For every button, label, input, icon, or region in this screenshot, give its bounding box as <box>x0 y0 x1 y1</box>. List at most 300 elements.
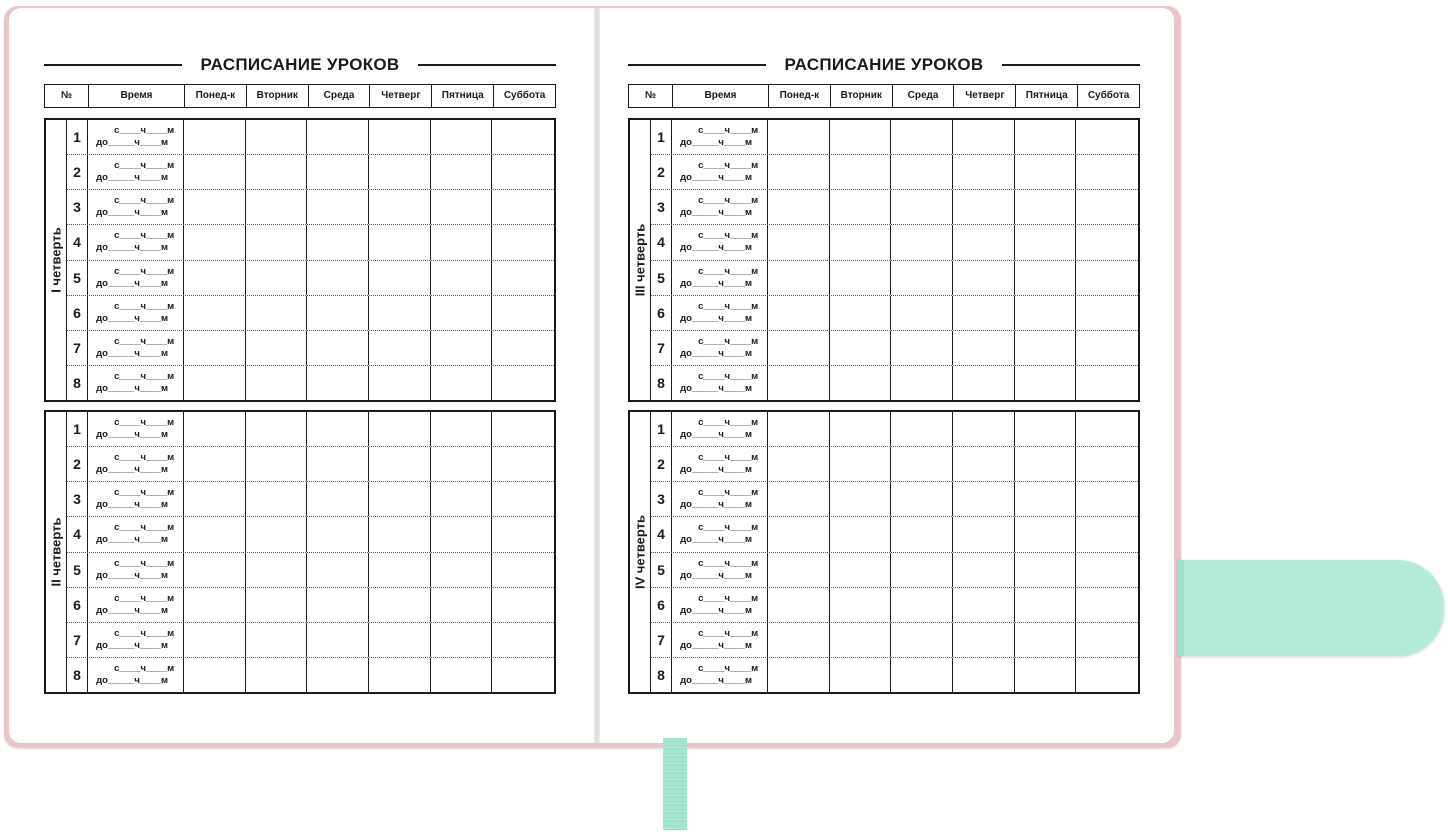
subject-cell[interactable] <box>246 331 308 365</box>
subject-cell[interactable] <box>307 623 369 657</box>
subject-cell[interactable] <box>492 331 554 365</box>
subject-cell[interactable] <box>184 482 246 516</box>
subject-cell[interactable] <box>307 482 369 516</box>
subject-cell[interactable] <box>830 658 892 692</box>
subject-cell[interactable] <box>431 155 493 189</box>
subject-cell[interactable] <box>431 447 493 481</box>
subject-cell[interactable] <box>830 517 892 551</box>
header-day: Четверг <box>370 85 432 108</box>
quarter-label: III четверть <box>632 223 648 297</box>
lesson-number: 1 <box>67 120 88 154</box>
lesson-number: 3 <box>651 190 672 224</box>
schedule-title-row <box>44 55 556 75</box>
subject-cell[interactable] <box>768 261 830 295</box>
time-to: до_____ч____м <box>96 499 168 511</box>
lesson-number: 5 <box>651 261 672 295</box>
subject-cell[interactable] <box>246 588 308 622</box>
subject-cell[interactable] <box>891 331 953 365</box>
lesson-time-field[interactable] <box>88 588 184 622</box>
lesson-time-field[interactable] <box>672 225 768 259</box>
lesson-grid <box>651 412 1138 692</box>
time-from: с____ч____м <box>698 662 759 674</box>
header-day: Вторник <box>246 85 308 108</box>
subject-cell[interactable] <box>492 588 554 622</box>
column-header-table <box>44 84 556 108</box>
subject-cell[interactable] <box>768 482 830 516</box>
lesson-number: 7 <box>651 331 672 365</box>
subject-cell[interactable] <box>891 588 953 622</box>
subject-cell[interactable] <box>307 261 369 295</box>
subject-cell[interactable] <box>953 190 1015 224</box>
lesson-number: 5 <box>651 553 672 587</box>
lesson-number: 7 <box>67 623 88 657</box>
subject-cell[interactable] <box>369 120 431 154</box>
subject-cell[interactable] <box>1015 658 1077 692</box>
time-from: с____ч____м <box>698 160 759 172</box>
time-to: до_____ч____м <box>680 499 752 511</box>
subject-cell[interactable] <box>1076 225 1138 259</box>
subject-cell[interactable] <box>1076 366 1138 400</box>
subject-cell[interactable] <box>891 658 953 692</box>
lesson-row <box>651 447 1138 482</box>
subject-cell[interactable] <box>369 623 431 657</box>
lesson-row <box>651 553 1138 588</box>
subject-cell[interactable] <box>184 261 246 295</box>
lesson-time-field[interactable] <box>88 190 184 224</box>
subject-cell[interactable] <box>768 412 830 446</box>
subject-cell[interactable] <box>369 588 431 622</box>
subject-cell[interactable] <box>768 225 830 259</box>
subject-cell[interactable] <box>184 331 246 365</box>
subject-cell[interactable] <box>431 588 493 622</box>
lesson-time-field[interactable] <box>672 412 768 446</box>
quarter-block <box>628 118 1140 402</box>
header-number: № <box>60 90 73 101</box>
subject-cell[interactable] <box>1015 296 1077 330</box>
time-to: до_____ч____м <box>680 639 752 651</box>
subject-cell[interactable] <box>307 658 369 692</box>
subject-cell[interactable] <box>1076 190 1138 224</box>
lesson-time-field[interactable] <box>672 261 768 295</box>
subject-cell[interactable] <box>830 482 892 516</box>
subject-cell[interactable] <box>768 120 830 154</box>
subject-cell[interactable] <box>830 553 892 587</box>
subject-cell[interactable] <box>953 261 1015 295</box>
time-from: с____ч____м <box>698 592 759 604</box>
subject-cell[interactable] <box>768 447 830 481</box>
time-from: с____ч____м <box>114 417 175 429</box>
subject-cell[interactable] <box>1076 412 1138 446</box>
subject-cell[interactable] <box>953 155 1015 189</box>
subject-cell[interactable] <box>184 588 246 622</box>
lesson-time-field[interactable] <box>672 623 768 657</box>
subject-cell[interactable] <box>431 225 493 259</box>
subject-cell[interactable] <box>768 296 830 330</box>
right-schedule <box>628 55 1140 694</box>
subject-cell[interactable] <box>369 190 431 224</box>
subject-cell[interactable] <box>891 155 953 189</box>
subject-cell[interactable] <box>184 412 246 446</box>
subject-cell[interactable] <box>492 517 554 551</box>
subject-cell[interactable] <box>953 447 1015 481</box>
lesson-time-field[interactable] <box>672 296 768 330</box>
subject-cell[interactable] <box>830 120 892 154</box>
subject-cell[interactable] <box>246 553 308 587</box>
subject-cell[interactable] <box>1076 120 1138 154</box>
time-to: до_____ч____м <box>96 534 168 546</box>
subject-cell[interactable] <box>768 658 830 692</box>
subject-cell[interactable] <box>1076 553 1138 587</box>
lesson-time-field[interactable] <box>672 588 768 622</box>
lesson-time-field[interactable] <box>88 517 184 551</box>
lesson-row <box>651 366 1138 400</box>
subject-cell[interactable] <box>768 623 830 657</box>
time-from: с____ч____м <box>114 662 175 674</box>
subject-cell[interactable] <box>431 658 493 692</box>
lesson-time-field[interactable] <box>88 331 184 365</box>
lesson-time-field[interactable] <box>88 447 184 481</box>
subject-cell[interactable] <box>492 553 554 587</box>
subject-cell[interactable] <box>431 331 493 365</box>
subject-cell[interactable] <box>1015 482 1077 516</box>
lesson-row <box>67 331 554 366</box>
subject-cell[interactable] <box>953 120 1015 154</box>
lesson-number: 4 <box>651 517 672 551</box>
subject-cell[interactable] <box>369 155 431 189</box>
subject-cell[interactable] <box>369 296 431 330</box>
subject-cell[interactable] <box>830 225 892 259</box>
subject-cell[interactable] <box>891 553 953 587</box>
subject-cell[interactable] <box>1076 658 1138 692</box>
subject-cell[interactable] <box>307 331 369 365</box>
subject-cell[interactable] <box>184 366 246 400</box>
subject-cell[interactable] <box>431 623 493 657</box>
lesson-time-field[interactable] <box>672 155 768 189</box>
subject-cell[interactable] <box>1076 447 1138 481</box>
time-to: до_____ч____м <box>680 674 752 686</box>
subject-cell[interactable] <box>184 225 246 259</box>
subject-cell[interactable] <box>1076 517 1138 551</box>
lesson-number: 8 <box>651 366 672 400</box>
subject-cell[interactable] <box>369 447 431 481</box>
time-from: с____ч____м <box>114 125 175 137</box>
subject-cell[interactable] <box>246 412 308 446</box>
time-to: до_____ч____м <box>680 534 752 546</box>
time-to: до_____ч____м <box>96 569 168 581</box>
lesson-time-field[interactable] <box>88 155 184 189</box>
subject-cell[interactable] <box>1015 366 1077 400</box>
lesson-row <box>67 588 554 623</box>
subject-cell[interactable] <box>492 155 554 189</box>
subject-cell[interactable] <box>1076 296 1138 330</box>
subject-cell[interactable] <box>953 588 1015 622</box>
quarter-block <box>44 410 556 694</box>
header-day: Четверг <box>954 85 1016 108</box>
subject-cell[interactable] <box>768 331 830 365</box>
ribbon-bookmark <box>663 738 687 830</box>
time-from: с____ч____м <box>698 230 759 242</box>
lesson-time-field[interactable] <box>88 225 184 259</box>
subject-cell[interactable] <box>492 225 554 259</box>
subject-cell[interactable] <box>953 366 1015 400</box>
subject-cell[interactable] <box>431 296 493 330</box>
subject-cell[interactable] <box>1015 412 1077 446</box>
subject-cell[interactable] <box>369 412 431 446</box>
lesson-time-field[interactable] <box>88 482 184 516</box>
subject-cell[interactable] <box>246 120 308 154</box>
subject-cell[interactable] <box>431 517 493 551</box>
subject-cell[interactable] <box>953 482 1015 516</box>
lesson-grid <box>67 120 554 400</box>
subject-cell[interactable] <box>830 366 892 400</box>
quarter-label-cell <box>630 412 651 692</box>
time-from: с____ч____м <box>698 557 759 569</box>
subject-cell[interactable] <box>830 190 892 224</box>
subject-cell[interactable] <box>768 366 830 400</box>
subject-cell[interactable] <box>953 658 1015 692</box>
lesson-number: 8 <box>67 658 88 692</box>
subject-cell[interactable] <box>891 120 953 154</box>
subject-cell[interactable] <box>891 296 953 330</box>
subject-cell[interactable] <box>184 553 246 587</box>
subject-cell[interactable] <box>1076 261 1138 295</box>
subject-cell[interactable] <box>1015 331 1077 365</box>
time-to: до_____ч____м <box>680 137 752 149</box>
subject-cell[interactable] <box>768 190 830 224</box>
subject-cell[interactable] <box>1076 331 1138 365</box>
subject-cell[interactable] <box>891 261 953 295</box>
lesson-time-field[interactable] <box>672 447 768 481</box>
subject-cell[interactable] <box>184 190 246 224</box>
subject-cell[interactable] <box>768 517 830 551</box>
time-to: до_____ч____м <box>680 464 752 476</box>
subject-cell[interactable] <box>246 366 308 400</box>
subject-cell[interactable] <box>1015 623 1077 657</box>
subject-cell[interactable] <box>830 155 892 189</box>
subject-cell[interactable] <box>492 658 554 692</box>
subject-cell[interactable] <box>1015 517 1077 551</box>
subject-cell[interactable] <box>891 482 953 516</box>
time-from: с____ч____м <box>698 300 759 312</box>
lesson-time-field[interactable] <box>672 517 768 551</box>
lesson-number: 7 <box>651 623 672 657</box>
lesson-time-field[interactable] <box>88 623 184 657</box>
subject-cell[interactable] <box>184 296 246 330</box>
lesson-time-field[interactable] <box>88 658 184 692</box>
subject-cell[interactable] <box>492 261 554 295</box>
time-to: до_____ч____м <box>96 172 168 184</box>
subject-cell[interactable] <box>768 155 830 189</box>
subject-cell[interactable] <box>953 623 1015 657</box>
subject-cell[interactable] <box>369 553 431 587</box>
subject-cell[interactable] <box>246 190 308 224</box>
subject-cell[interactable] <box>184 517 246 551</box>
subject-cell[interactable] <box>1076 623 1138 657</box>
subject-cell[interactable] <box>1076 588 1138 622</box>
subject-cell[interactable] <box>1076 482 1138 516</box>
subject-cell[interactable] <box>830 331 892 365</box>
subject-cell[interactable] <box>369 658 431 692</box>
lesson-row <box>67 190 554 225</box>
lesson-row <box>651 658 1138 692</box>
subject-cell[interactable] <box>369 261 431 295</box>
subject-cell[interactable] <box>830 261 892 295</box>
subject-cell[interactable] <box>1015 225 1077 259</box>
subject-cell[interactable] <box>492 412 554 446</box>
subject-cell[interactable] <box>1015 447 1077 481</box>
subject-cell[interactable] <box>830 623 892 657</box>
subject-cell[interactable] <box>307 412 369 446</box>
subject-cell[interactable] <box>184 155 246 189</box>
subject-cell[interactable] <box>830 296 892 330</box>
subject-cell[interactable] <box>307 120 369 154</box>
spine-gutter <box>594 8 600 743</box>
subject-cell[interactable] <box>891 190 953 224</box>
subject-cell[interactable] <box>184 447 246 481</box>
lesson-number: 1 <box>651 412 672 446</box>
header-number: № <box>644 90 657 101</box>
subject-cell[interactable] <box>307 553 369 587</box>
subject-cell[interactable] <box>246 658 308 692</box>
time-from: с____ч____м <box>114 160 175 172</box>
subject-cell[interactable] <box>307 155 369 189</box>
lesson-time-field[interactable] <box>672 331 768 365</box>
subject-cell[interactable] <box>369 482 431 516</box>
lesson-time-field[interactable] <box>672 482 768 516</box>
lesson-row <box>651 296 1138 331</box>
subject-cell[interactable] <box>492 190 554 224</box>
subject-cell[interactable] <box>431 261 493 295</box>
subject-cell[interactable] <box>492 447 554 481</box>
header-time: Время <box>673 85 769 108</box>
subject-cell[interactable] <box>768 553 830 587</box>
subject-cell[interactable] <box>891 412 953 446</box>
subject-cell[interactable] <box>369 331 431 365</box>
subject-cell[interactable] <box>492 296 554 330</box>
lesson-number: 2 <box>67 447 88 481</box>
subject-cell[interactable] <box>307 366 369 400</box>
subject-cell[interactable] <box>246 296 308 330</box>
lesson-time-field[interactable] <box>88 553 184 587</box>
time-to: до_____ч____м <box>680 277 752 289</box>
subject-cell[interactable] <box>891 517 953 551</box>
subject-cell[interactable] <box>246 482 308 516</box>
lesson-row <box>651 331 1138 366</box>
subject-cell[interactable] <box>246 225 308 259</box>
subject-cell[interactable] <box>1076 155 1138 189</box>
subject-cell[interactable] <box>953 296 1015 330</box>
subject-cell[interactable] <box>891 366 953 400</box>
subject-cell[interactable] <box>307 225 369 259</box>
subject-cell[interactable] <box>891 623 953 657</box>
subject-cell[interactable] <box>369 225 431 259</box>
lesson-time-field[interactable] <box>672 190 768 224</box>
lesson-time-field[interactable] <box>88 296 184 330</box>
lesson-time-field[interactable] <box>672 658 768 692</box>
subject-cell[interactable] <box>953 225 1015 259</box>
time-from: с____ч____м <box>698 487 759 499</box>
header-row <box>629 85 1140 108</box>
header-day: Среда <box>308 85 370 108</box>
lesson-time-field[interactable] <box>88 261 184 295</box>
header-row <box>45 85 556 108</box>
lesson-time-field[interactable] <box>672 366 768 400</box>
subject-cell[interactable] <box>830 412 892 446</box>
time-from: с____ч____м <box>114 370 175 382</box>
subject-cell[interactable] <box>307 588 369 622</box>
subject-cell[interactable] <box>369 517 431 551</box>
subject-cell[interactable] <box>246 517 308 551</box>
lesson-row <box>67 155 554 190</box>
lesson-time-field[interactable] <box>672 120 768 154</box>
subject-cell[interactable] <box>246 261 308 295</box>
subject-cell[interactable] <box>492 120 554 154</box>
subject-cell[interactable] <box>1015 120 1077 154</box>
subject-cell[interactable] <box>246 623 308 657</box>
lesson-time-field[interactable] <box>88 366 184 400</box>
header-day: Понед-к <box>185 85 247 108</box>
subject-cell[interactable] <box>953 553 1015 587</box>
subject-cell[interactable] <box>307 296 369 330</box>
subject-cell[interactable] <box>768 588 830 622</box>
subject-cell[interactable] <box>891 447 953 481</box>
time-to: до_____ч____м <box>96 639 168 651</box>
subject-cell[interactable] <box>246 447 308 481</box>
subject-cell[interactable] <box>953 412 1015 446</box>
subject-cell[interactable] <box>184 623 246 657</box>
subject-cell[interactable] <box>431 120 493 154</box>
subject-cell[interactable] <box>953 331 1015 365</box>
lesson-time-field[interactable] <box>88 412 184 446</box>
subject-cell[interactable] <box>307 517 369 551</box>
subject-cell[interactable] <box>1015 155 1077 189</box>
subject-cell[interactable] <box>246 155 308 189</box>
lesson-time-field[interactable] <box>88 120 184 154</box>
subject-cell[interactable] <box>431 482 493 516</box>
subject-cell[interactable] <box>431 412 493 446</box>
subject-cell[interactable] <box>431 190 493 224</box>
time-from: с____ч____м <box>698 125 759 137</box>
subject-cell[interactable] <box>369 366 431 400</box>
lesson-row <box>67 120 554 155</box>
lesson-row <box>67 447 554 482</box>
subject-cell[interactable] <box>830 588 892 622</box>
lesson-number: 6 <box>67 588 88 622</box>
subject-cell[interactable] <box>492 366 554 400</box>
subject-cell[interactable] <box>307 447 369 481</box>
subject-cell[interactable] <box>492 482 554 516</box>
subject-cell[interactable] <box>1015 553 1077 587</box>
subject-cell[interactable] <box>1015 261 1077 295</box>
subject-cell[interactable] <box>492 623 554 657</box>
subject-cell[interactable] <box>184 658 246 692</box>
header-day: Суббота <box>494 85 556 108</box>
lesson-number: 6 <box>651 588 672 622</box>
subject-cell[interactable] <box>431 366 493 400</box>
subject-cell[interactable] <box>1015 190 1077 224</box>
subject-cell[interactable] <box>431 553 493 587</box>
subject-cell[interactable] <box>307 190 369 224</box>
quarter-label: IV четверть <box>632 514 648 590</box>
subject-cell[interactable] <box>1015 588 1077 622</box>
subject-cell[interactable] <box>184 120 246 154</box>
time-to: до_____ч____м <box>680 242 752 254</box>
subject-cell[interactable] <box>830 447 892 481</box>
lesson-time-field[interactable] <box>672 553 768 587</box>
subject-cell[interactable] <box>953 517 1015 551</box>
lesson-row <box>651 623 1138 658</box>
subject-cell[interactable] <box>891 225 953 259</box>
